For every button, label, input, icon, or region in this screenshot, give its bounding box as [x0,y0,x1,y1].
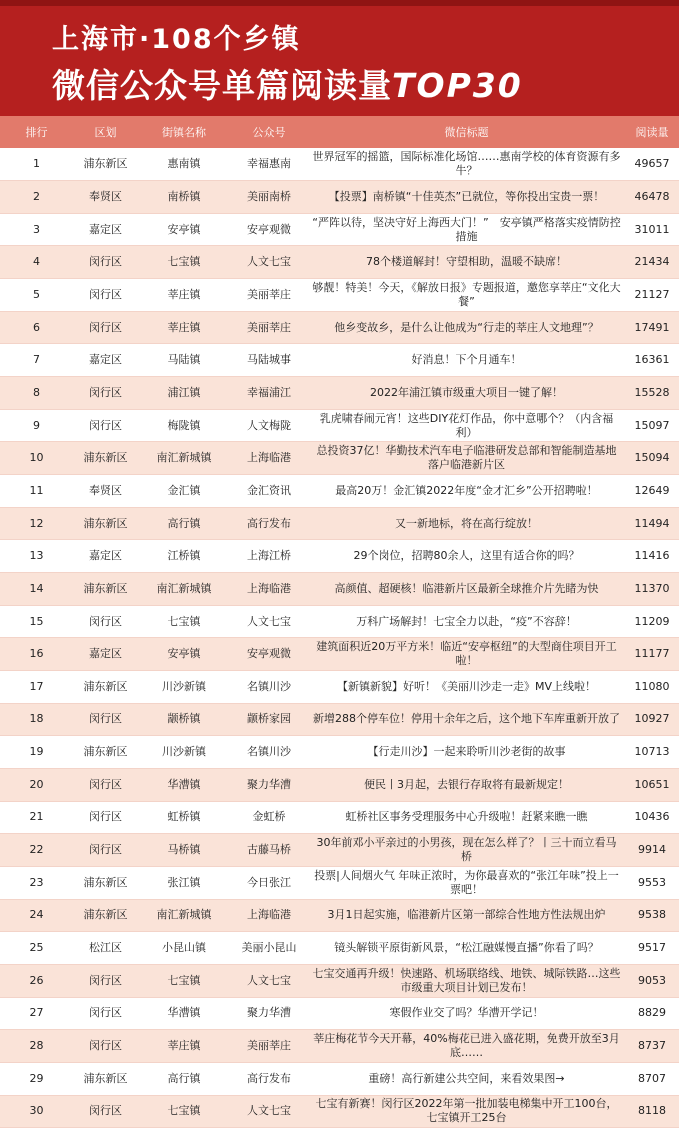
table-row [0,311,679,344]
cell-rank: 12 [0,507,73,540]
cell-account: 上海临港 [230,573,308,606]
table-row [0,540,679,573]
cell-district: 嘉定区 [73,213,138,246]
table-row [0,442,679,475]
banner-top-stripe [0,0,679,6]
cell-reads: 8118 [625,1095,679,1128]
cell-account: 高行发布 [230,507,308,540]
cell-title: 便民丨3月起，去银行存取将有最新规定！ [308,768,625,801]
cell-rank: 5 [0,279,73,312]
cell-title: 【行走川沙】一起来聆听川沙老街的故事 [308,736,625,769]
cell-district: 嘉定区 [73,638,138,671]
cell-rank: 13 [0,540,73,573]
cell-reads: 8829 [625,997,679,1030]
cell-title: 总投资37亿！华勤技术汽车电子临港研发总部和智能制造基地落户临港新片区 [308,442,625,475]
banner [0,0,679,116]
table-row [0,671,679,704]
cell-rank: 10 [0,442,73,475]
table-row [0,573,679,606]
cell-reads: 10436 [625,801,679,834]
table-header-row [0,116,679,148]
table-row [0,605,679,638]
cell-town: 川沙新镇 [138,671,230,704]
table-row [0,703,679,736]
cell-town: 马桥镇 [138,834,230,867]
cell-title: 高颜值、超硬核！临港新片区最新全球推介片先睹为快 [308,573,625,606]
cell-town: 高行镇 [138,1062,230,1095]
cell-district: 嘉定区 [73,540,138,573]
cell-town: 浦江镇 [138,377,230,410]
cell-district: 闵行区 [73,768,138,801]
cell-district: 浦东新区 [73,148,138,181]
cell-title: 投票|人间烟火气 年味正浓时，为你最喜欢的“张江年味”投上一票吧！ [308,866,625,899]
cell-title: 又一新地标，将在高行绽放！ [308,507,625,540]
column-header-town: 街镇名称 [138,116,230,148]
cell-rank: 23 [0,866,73,899]
cell-rank: 29 [0,1062,73,1095]
table-row [0,1030,679,1063]
banner-title-top30: TOP30 [392,66,523,105]
cell-district: 浦东新区 [73,736,138,769]
cell-account: 美丽小昆山 [230,932,308,965]
cell-district: 闵行区 [73,801,138,834]
cell-town: 江桥镇 [138,540,230,573]
cell-district: 浦东新区 [73,899,138,932]
banner-title-line2 [52,60,523,107]
cell-district: 闵行区 [73,311,138,344]
cell-account: 幸福浦江 [230,377,308,410]
cell-rank: 4 [0,246,73,279]
cell-town: 莘庄镇 [138,311,230,344]
cell-town: 七宝镇 [138,1095,230,1128]
cell-title: 29个岗位，招聘80余人，这里有适合你的吗？ [308,540,625,573]
cell-town: 川沙新镇 [138,736,230,769]
cell-reads: 9517 [625,932,679,965]
cell-town: 南汇新城镇 [138,573,230,606]
cell-account: 美丽莘庄 [230,1030,308,1063]
cell-rank: 2 [0,181,73,214]
cell-town: 南汇新城镇 [138,899,230,932]
cell-title: 够靓！特美！今天，《解放日报》专题报道，邀您享莘庄“文化大餐” [308,279,625,312]
cell-title: 【新镇新貌】好听！《美丽川沙走一走》MV上线啦！ [308,671,625,704]
table-row [0,1095,679,1128]
column-header-title: 微信标题 [308,116,625,148]
table-row [0,736,679,769]
cell-rank: 21 [0,801,73,834]
table-row [0,507,679,540]
cell-district: 闵行区 [73,377,138,410]
cell-account: 幸福惠南 [230,148,308,181]
cell-town: 七宝镇 [138,246,230,279]
cell-rank: 18 [0,703,73,736]
cell-account: 古藤马桥 [230,834,308,867]
cell-rank: 3 [0,213,73,246]
table-row [0,834,679,867]
cell-town: 七宝镇 [138,964,230,997]
cell-rank: 25 [0,932,73,965]
table-row [0,279,679,312]
cell-district: 奉贤区 [73,475,138,508]
cell-district: 闵行区 [73,1095,138,1128]
cell-district: 闵行区 [73,605,138,638]
cell-account: 上海临港 [230,899,308,932]
cell-title: 虹桥社区事务受理服务中心升级啦！赶紧来瞧一瞧 [308,801,625,834]
cell-reads: 8737 [625,1030,679,1063]
cell-title: 30年前邓小平亲过的小男孩，现在怎么样了？丨三十而立看马桥 [308,834,625,867]
cell-title: 七宝交通再升级！快速路、机场联络线、地铁、城际铁路…这些市级重大项目计划已发布！ [308,964,625,997]
cell-town: 七宝镇 [138,605,230,638]
cell-account: 人文梅陇 [230,409,308,442]
cell-reads: 11080 [625,671,679,704]
table-row [0,801,679,834]
cell-title: 建筑面积近20万平方米！临近“安亭枢纽”的大型商住项目开工啦！ [308,638,625,671]
cell-account: 美丽南桥 [230,181,308,214]
table-row [0,932,679,965]
cell-title: 2022年浦江镇市级重大项目一键了解！ [308,377,625,410]
table-row [0,475,679,508]
cell-rank: 11 [0,475,73,508]
cell-town: 马陆镇 [138,344,230,377]
cell-town: 虹桥镇 [138,801,230,834]
cell-title: 寒假作业交了吗？华漕开学记！ [308,997,625,1030]
cell-reads: 11209 [625,605,679,638]
cell-reads: 9553 [625,866,679,899]
cell-account: 上海江桥 [230,540,308,573]
cell-town: 张江镇 [138,866,230,899]
cell-district: 闵行区 [73,1030,138,1063]
cell-district: 闵行区 [73,409,138,442]
table-row [0,213,679,246]
cell-reads: 12649 [625,475,679,508]
cell-district: 闵行区 [73,997,138,1030]
table-row [0,181,679,214]
table-row [0,997,679,1030]
cell-title: 世界冠军的摇篮，国际标准化场馆……惠南学校的体育资源有多牛？ [308,148,625,181]
ranking-table [0,116,679,1128]
table-row [0,964,679,997]
cell-account: 颛桥家园 [230,703,308,736]
cell-rank: 9 [0,409,73,442]
cell-reads: 21127 [625,279,679,312]
cell-district: 嘉定区 [73,344,138,377]
cell-reads: 31011 [625,213,679,246]
cell-rank: 22 [0,834,73,867]
cell-reads: 21434 [625,246,679,279]
cell-title: 镜头解锁平原街新风景，“松江融媒慢直播”你看了吗？ [308,932,625,965]
banner-title-main: 微信公众号单篇阅读量 [52,66,392,105]
column-header-district: 区划 [73,116,138,148]
table-row [0,148,679,181]
cell-town: 颛桥镇 [138,703,230,736]
cell-account: 金虹桥 [230,801,308,834]
cell-reads: 11494 [625,507,679,540]
cell-district: 闵行区 [73,834,138,867]
cell-town: 安亭镇 [138,213,230,246]
cell-reads: 17491 [625,311,679,344]
cell-reads: 8707 [625,1062,679,1095]
cell-title: 新增288个停车位！停用十余年之后，这个地下车库重新开放了 [308,703,625,736]
cell-district: 奉贤区 [73,181,138,214]
table-row [0,246,679,279]
cell-account: 上海临港 [230,442,308,475]
cell-title: 好消息！下个月通车！ [308,344,625,377]
table-row [0,1062,679,1095]
cell-district: 浦东新区 [73,442,138,475]
table-row [0,638,679,671]
table-row [0,377,679,410]
cell-title: 他乡变故乡，是什么让他成为“行走的莘庄人文地理”？ [308,311,625,344]
cell-reads: 9538 [625,899,679,932]
cell-town: 金汇镇 [138,475,230,508]
cell-district: 浦东新区 [73,1062,138,1095]
cell-reads: 15097 [625,409,679,442]
cell-district: 浦东新区 [73,671,138,704]
cell-reads: 9053 [625,964,679,997]
cell-reads: 46478 [625,181,679,214]
cell-rank: 7 [0,344,73,377]
banner-title-line1: 上海市·108个乡镇 [52,24,301,55]
cell-rank: 26 [0,964,73,997]
cell-rank: 6 [0,311,73,344]
table-row [0,899,679,932]
cell-district: 闵行区 [73,246,138,279]
cell-account: 高行发布 [230,1062,308,1095]
cell-rank: 20 [0,768,73,801]
table-row [0,866,679,899]
cell-account: 金汇资讯 [230,475,308,508]
cell-town: 莘庄镇 [138,1030,230,1063]
cell-account: 人文七宝 [230,1095,308,1128]
cell-reads: 49657 [625,148,679,181]
cell-title: 3月1日起实施，临港新片区第一部综合性地方性法规出炉 [308,899,625,932]
cell-reads: 16361 [625,344,679,377]
cell-title: “严阵以待，坚决守好上海西大门！” 安亭镇严格落实疫情防控措施 [308,213,625,246]
cell-rank: 15 [0,605,73,638]
cell-title: 78个楼道解封！守望相助，温暖不缺席！ [308,246,625,279]
table-body [0,148,679,1128]
cell-rank: 19 [0,736,73,769]
cell-town: 小昆山镇 [138,932,230,965]
cell-reads: 15528 [625,377,679,410]
cell-rank: 14 [0,573,73,606]
cell-account: 安亭观微 [230,213,308,246]
cell-rank: 30 [0,1095,73,1128]
cell-district: 闵行区 [73,703,138,736]
cell-reads: 11370 [625,573,679,606]
table-row [0,409,679,442]
cell-town: 惠南镇 [138,148,230,181]
cell-district: 浦东新区 [73,573,138,606]
cell-account: 美丽莘庄 [230,311,308,344]
cell-town: 华漕镇 [138,768,230,801]
cell-account: 人文七宝 [230,964,308,997]
cell-reads: 9914 [625,834,679,867]
cell-account: 今日张江 [230,866,308,899]
cell-rank: 28 [0,1030,73,1063]
cell-reads: 11177 [625,638,679,671]
cell-reads: 11416 [625,540,679,573]
cell-town: 南桥镇 [138,181,230,214]
cell-title: 莘庄梅花节今天开幕，40%梅花已进入盛花期，免费开放至3月底…… [308,1030,625,1063]
cell-reads: 10651 [625,768,679,801]
cell-account: 美丽莘庄 [230,279,308,312]
column-header-account: 公众号 [230,116,308,148]
table-row [0,344,679,377]
cell-district: 松江区 [73,932,138,965]
cell-district: 闵行区 [73,279,138,312]
cell-town: 高行镇 [138,507,230,540]
column-header-rank: 排行 [0,116,73,148]
cell-rank: 8 [0,377,73,410]
cell-town: 华漕镇 [138,997,230,1030]
cell-district: 浦东新区 [73,507,138,540]
cell-account: 马陆城事 [230,344,308,377]
cell-town: 安亭镇 [138,638,230,671]
cell-reads: 15094 [625,442,679,475]
cell-rank: 17 [0,671,73,704]
cell-title: 万科广场解封！七宝全力以赴，“疫”不容辞！ [308,605,625,638]
cell-title: 七宝有新赛！闵行区2022年第一批加装电梯集中开工100台，七宝镇开工25台 [308,1095,625,1128]
cell-account: 人文七宝 [230,605,308,638]
cell-district: 浦东新区 [73,866,138,899]
cell-district: 闵行区 [73,964,138,997]
table-row [0,768,679,801]
cell-title: 【投票】南桥镇“十佳英杰”已就位，等你投出宝贵一票！ [308,181,625,214]
cell-account: 聚力华漕 [230,997,308,1030]
cell-account: 名镇川沙 [230,671,308,704]
cell-rank: 16 [0,638,73,671]
cell-town: 南汇新城镇 [138,442,230,475]
cell-town: 莘庄镇 [138,279,230,312]
cell-rank: 27 [0,997,73,1030]
cell-title: 重磅！高行新建公共空间，来看效果图→ [308,1062,625,1095]
cell-account: 人文七宝 [230,246,308,279]
cell-reads: 10713 [625,736,679,769]
cell-account: 名镇川沙 [230,736,308,769]
column-header-reads: 阅读量 [625,116,679,148]
cell-reads: 10927 [625,703,679,736]
cell-rank: 24 [0,899,73,932]
cell-account: 安亭观微 [230,638,308,671]
cell-rank: 1 [0,148,73,181]
cell-account: 聚力华漕 [230,768,308,801]
cell-title: 乳虎啸春闹元宵！这些DIY花灯作品，你中意哪个？（内含福利） [308,409,625,442]
cell-town: 梅陇镇 [138,409,230,442]
cell-title: 最高20万！金汇镇2022年度“金才汇乡”公开招聘啦！ [308,475,625,508]
